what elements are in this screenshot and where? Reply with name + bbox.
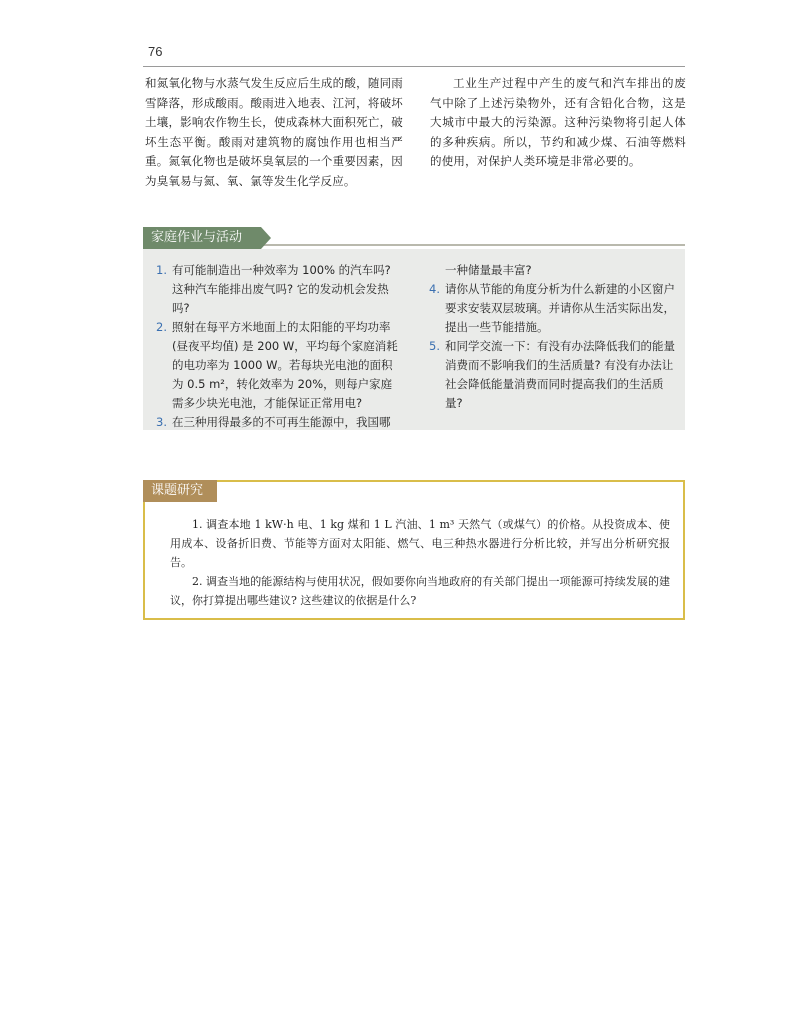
homework-column-right [429, 261, 679, 413]
research-content [170, 515, 670, 610]
body-column-left: 和氮氧化物与水蒸气发生反应后生成的酸，随同雨雪降落，形成酸雨。酸雨进入地表、江河，将破坏土壤，影响农作物生长，使成森林大面积死亡，破坏生态平衡。酸雨对建筑物的腐蚀作用也相当严重。氮氧化物也是破坏臭氧层的一个重要因素，因为臭氧易与氮、氧、氯等发生化学反应。 [145, 76, 403, 188]
question-text: 请你从节能的角度分析为什么新建的小区窗户要求安装双层玻璃。并请你从生活实际出发，提出一些节能措施。 [445, 282, 675, 334]
question-number: 1. [156, 263, 167, 277]
research-section-title: 课题研究 [143, 480, 217, 502]
body-column-right: 工业生产过程中产生的废气和汽车排出的废气中除了上述污染物外，还有含铅化合物，这是大城市中最大的污染源。这种污染物将引起人体的多种疾病。所以，节约和减少煤、石油等燃料的使用，对保护人类环境是非常必要的。 [430, 76, 686, 168]
question-1 [156, 261, 403, 318]
question-number: 2. [156, 320, 167, 334]
question-number: 5. [429, 339, 440, 353]
research-item-2: 2. 调查当地的能源结构与使用状况，假如要你向当地政府的有关部门提出一项能源可持续发展的建议，你打算提出哪些建议? 这些建议的依据是什么? [170, 575, 670, 607]
question-4 [429, 280, 679, 337]
homework-column-left [156, 261, 403, 432]
question-3 [156, 413, 403, 432]
question-number: 3. [156, 415, 167, 429]
question-text: 照射在每平方米地面上的太阳能的平均功率 (昼夜平均值) 是 200 W，平均每个家庭消耗的电功率为 1000 W。若每块光电池的面积为 0.5 m²，转化效率为 20%，则每户家庭需多少块光电池，才能保证正常用电? [172, 320, 398, 410]
question-number: 4. [429, 282, 440, 296]
question-5 [429, 337, 679, 413]
question-text: 和同学交流一下：有没有办法降低我们的能量消费而不影响我们的生活质量? 有没有办法让社会降低能量消费而同时提高我们的生活质量? [445, 339, 675, 410]
page-number: 76 [148, 44, 163, 59]
question-text: 有可能制造出一种效率为 100% 的汽车吗? 这种汽车能排出废气吗? 它的发动机会发热吗? [172, 263, 391, 315]
question-3-continued: 一种储量最丰富? [445, 263, 532, 277]
question-text: 在三种用得最多的不可再生能源中，我国哪 [172, 415, 391, 429]
question-2 [156, 318, 403, 413]
research-item-1: 1. 调查本地 1 kW·h 电、1 kg 煤和 1 L 汽油、1 m³ 天然气（或煤气）的价格。从投资成本、使用成本、设备折旧费、节能等方面对太阳能、燃气、电三种热水器进行分析比较，并写出分析研究报告。 [170, 518, 670, 569]
homework-section-title: 家庭作业与活动 [143, 227, 261, 249]
header-rule [143, 66, 685, 67]
